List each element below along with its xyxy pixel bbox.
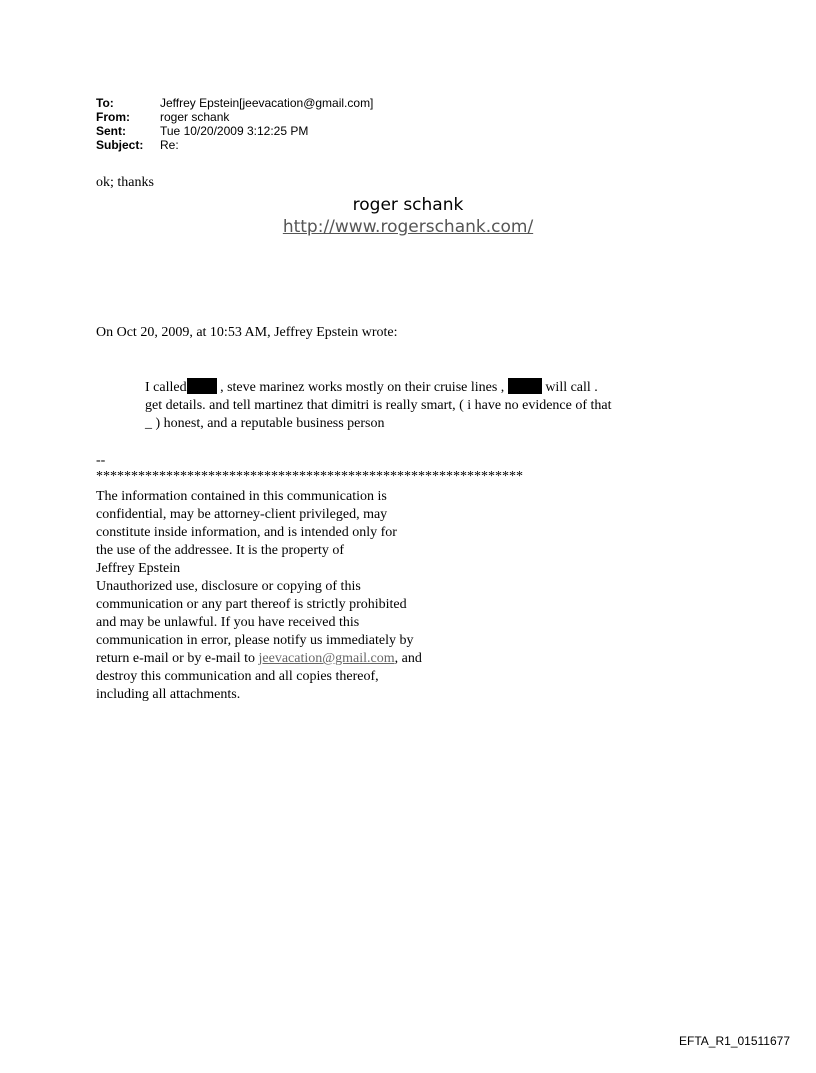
- disclaimer-line: communication in error, please notify us immediately by: [96, 633, 414, 648]
- quoted-line-1-middle: , steve marinez works mostly on their cruise lines ,: [216, 380, 508, 395]
- from-label: From:: [96, 110, 130, 124]
- document-id: EFTA_R1_01511677: [679, 1034, 790, 1048]
- confidentiality-disclaimer: [96, 488, 516, 704]
- disclaimer-line: Unauthorized use, disclosure or copying of this: [96, 579, 361, 594]
- return-prefix: return e-mail or by e-mail to: [96, 651, 259, 666]
- quoted-message: [145, 378, 705, 433]
- disclaimer-line: and may be unlawful. If you have received this: [96, 615, 360, 630]
- disclaimer-line: the use of the addressee. It is the property of: [96, 543, 345, 558]
- email-header: [96, 96, 373, 152]
- quoted-line-1: [145, 378, 705, 397]
- redaction-box: [508, 378, 542, 394]
- signature-separator: --: [96, 453, 106, 468]
- email-link[interactable]: jeevacation@gmail.com: [258, 651, 395, 666]
- disclaimer-line: constitute inside information, and is intended only for: [96, 525, 397, 540]
- sent-value: Tue 10/20/2009 3:12:25 PM: [160, 124, 309, 138]
- disclaimer-line: The information contained in this communication is: [96, 489, 387, 504]
- header-from-row: [96, 110, 373, 124]
- to-label: To:: [96, 96, 114, 110]
- sent-label: Sent:: [96, 124, 126, 138]
- quoted-line-2: get details. and tell martinez that dimitri is really smart, ( i have no evidence of that: [145, 398, 612, 413]
- quoted-line-1-start: I called: [145, 380, 187, 395]
- disclaimer-line: communication or any part thereof is strictly prohibited: [96, 597, 407, 612]
- signature-name: roger schank: [352, 195, 464, 215]
- quoted-line-3: _ ) honest, and a reputable business person: [145, 416, 385, 431]
- signature-block: [0, 194, 816, 238]
- disclaimer-line: Jeffrey Epstein: [96, 561, 181, 576]
- disclaimer-line: including all attachments.: [96, 687, 241, 702]
- quoted-line-1-end: will call .: [541, 380, 598, 395]
- header-to-row: [96, 96, 373, 110]
- disclaimer-line: confidential, may be attorney-client privileged, may: [96, 507, 388, 522]
- header-subject-row: [96, 138, 373, 152]
- from-value: roger schank: [160, 110, 230, 124]
- quote-attribution: On Oct 20, 2009, at 10:53 AM, Jeffrey Epstein wrote:: [96, 325, 398, 340]
- subject-value: Re:: [160, 138, 179, 152]
- asterisk-divider: *************************************************************: [96, 469, 523, 484]
- reply-text: ok; thanks: [96, 175, 154, 190]
- signature-link[interactable]: http://www.rogerschank.com/: [282, 217, 534, 237]
- redaction-box: [187, 378, 217, 394]
- subject-label: Subject:: [96, 138, 144, 152]
- return-suffix: , and: [394, 651, 422, 666]
- disclaimer-line: destroy this communication and all copies thereof,: [96, 669, 379, 684]
- disclaimer-return-line: [96, 650, 516, 668]
- header-sent-row: [96, 124, 373, 138]
- to-value: Jeffrey Epstein[jeevacation@gmail.com]: [160, 96, 374, 110]
